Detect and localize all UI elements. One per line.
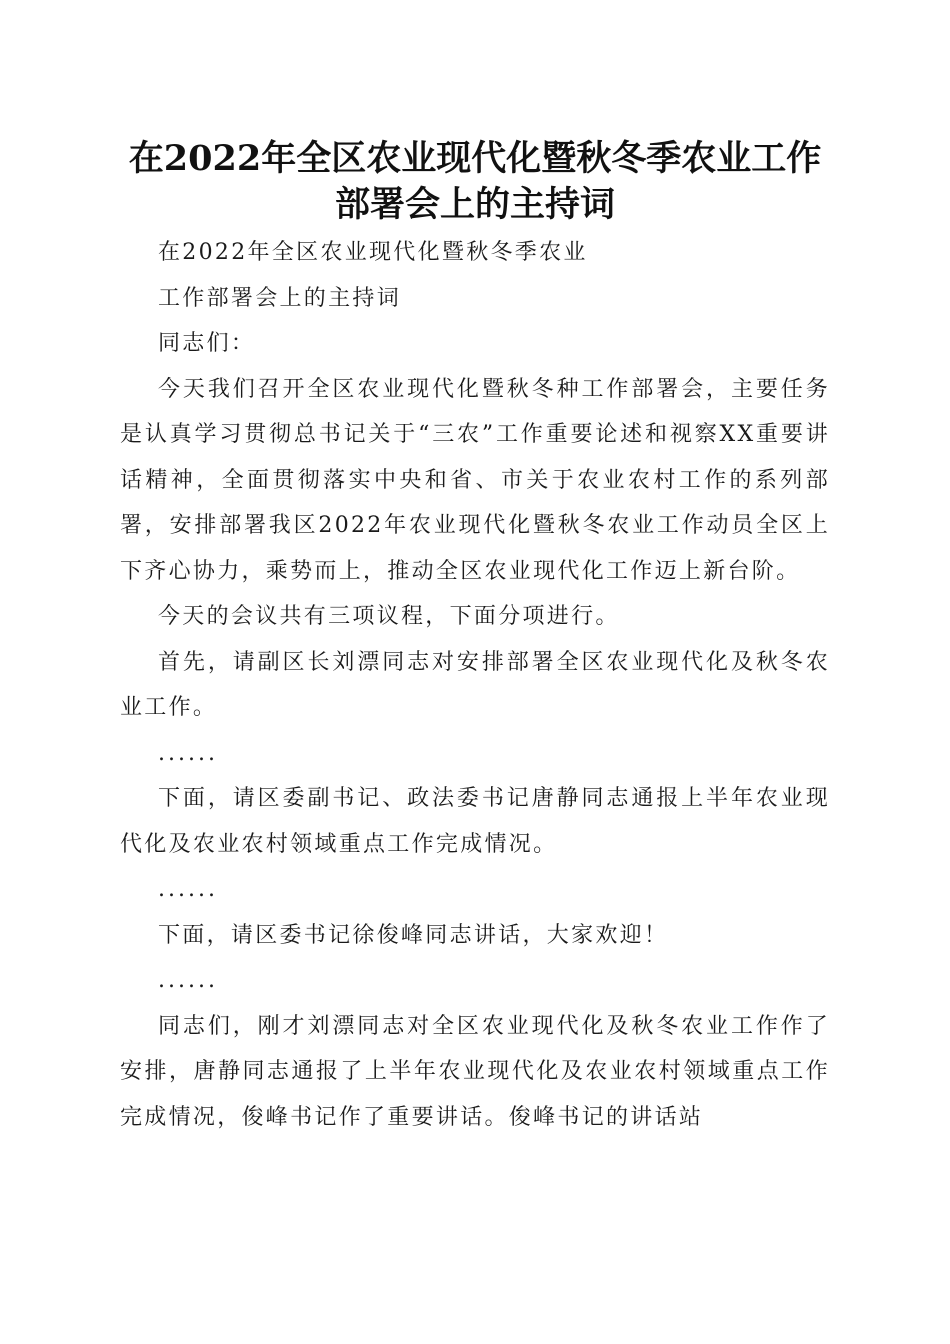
document-title-line-1: 在2022年全区农业现代化暨秋冬季农业工作 [128, 138, 822, 179]
paragraph-subtitle-1: 在2022年全区农业现代化暨秋冬季农业 [158, 240, 588, 265]
document-title-line-2: 部署会上的主持词 [334, 184, 615, 225]
ellipsis-1: ...... [158, 740, 218, 766]
document-body [120, 230, 830, 1140]
paragraph-subtitle-2: 工作部署会上的主持词 [158, 285, 402, 311]
paragraph-item-1: 首先，请副区长刘漂同志对安排部署全区农业现代化及秋冬农业工作。 [120, 649, 830, 720]
paragraph-opening: 今天我们召开全区农业现代化暨秋冬种工作部署会，主要任务是认真学习贯彻总书记关于“三农”工作重要论述和视察XX重要讲话精神，全面贯彻落实中央和省、市关于农业农村工作的系列部署，安排部署我区2022年农业现代化暨秋冬农业工作动员全区上下齐心协力，乘势而上，推动全区农业现代化工作迈上新台阶。 [120, 376, 830, 584]
paragraph-summary: 同志们，刚才刘漂同志对全区农业现代化及秋冬农业工作作了安排，唐静同志通报了上半年农业现代化及农业农村领域重点工作完成情况，俊峰书记作了重要讲话。俊峰书记的讲话站 [120, 1013, 830, 1130]
paragraph-salutation: 同志们： [158, 331, 256, 356]
paragraph-agenda: 今天的会议共有三项议程，下面分项进行。 [158, 604, 620, 629]
paragraph-item-3: 下面，请区委书记徐俊峰同志讲话，大家欢迎！ [158, 922, 669, 948]
ellipsis-3: ...... [158, 968, 218, 993]
ellipsis-2: ...... [158, 877, 218, 902]
paragraph-item-2: 下面，请区委副书记、政法委书记唐静同志通报上半年农业现代化及农业农村领域重点工作完成情况。 [120, 786, 830, 857]
